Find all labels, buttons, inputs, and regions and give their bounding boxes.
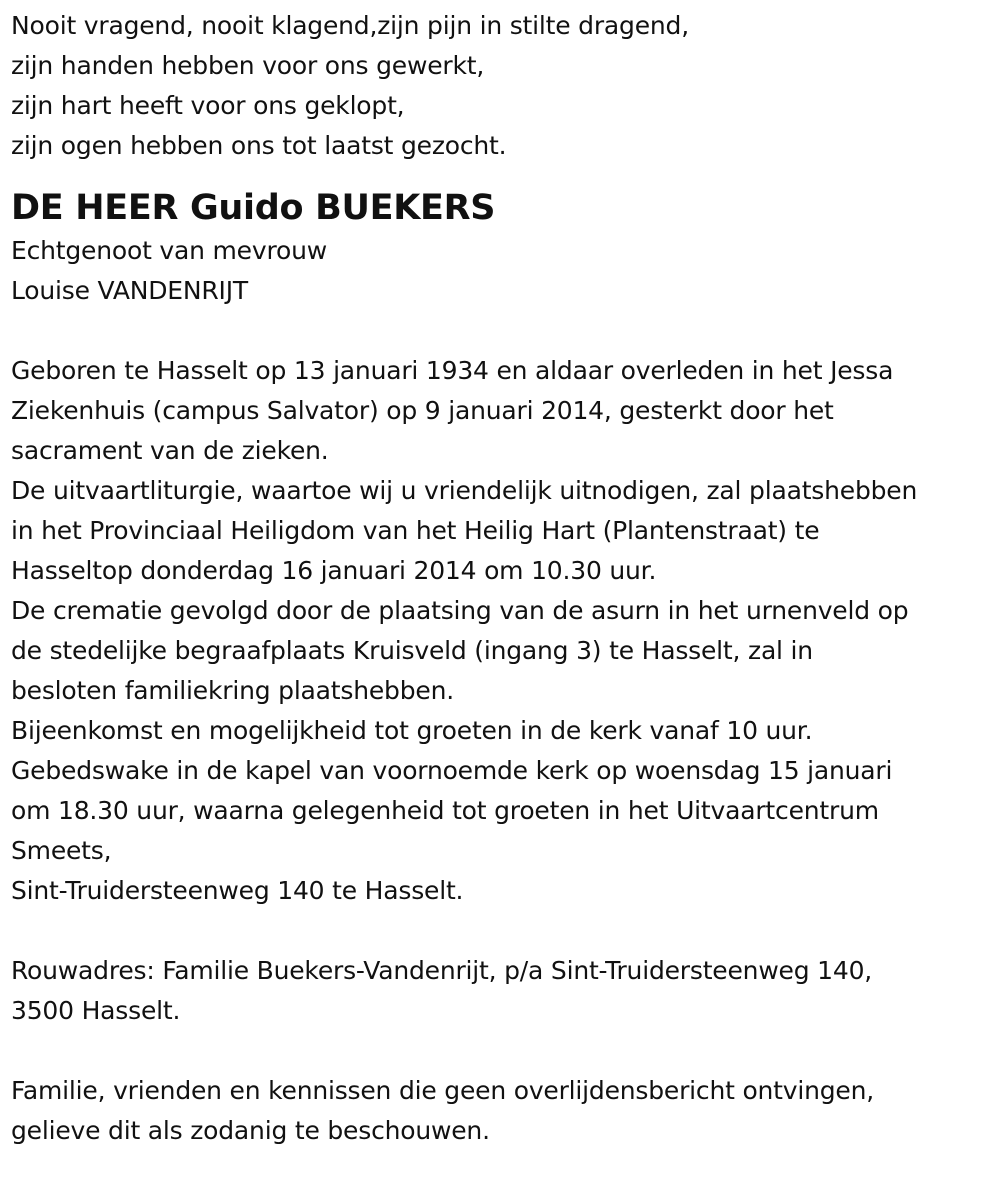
spouse-line: Louise VANDENRIJT	[11, 276, 248, 305]
memorial-verse	[11, 6, 996, 166]
details-line: Hasseltop donderdag 16 januari 2014 om 10.30 uur.	[11, 556, 657, 585]
obituary-notice	[11, 6, 996, 1151]
details-line: Sint-Truidersteenweg 140 te Hasselt.	[11, 876, 464, 905]
spouse-block	[11, 231, 996, 311]
mourning-address	[11, 951, 996, 1031]
address-line: Rouwadres: Familie Buekers-Vandenrijt, p/a Sint-Truidersteenweg 140,	[11, 956, 873, 985]
details-line: Geboren te Hasselt op 13 januari 1934 en aldaar overleden in het Jessa	[11, 356, 894, 385]
spouse-line: Echtgenoot van mevrouw	[11, 236, 327, 265]
deceased-name: DE HEER Guido BUEKERS	[11, 188, 496, 228]
verse-line: zijn ogen hebben ons tot laatst gezocht.	[11, 131, 507, 160]
verse-line: zijn hart heeft voor ons geklopt,	[11, 91, 405, 120]
details-line: De uitvaartliturgie, waartoe wij u vriendelijk uitnodigen, zal plaatshebben	[11, 476, 918, 505]
details-line: besloten familiekring plaatshebben.	[11, 676, 454, 705]
details-line: De crematie gevolgd door de plaatsing van de asurn in het urnenveld op	[11, 596, 909, 625]
spacer	[11, 911, 996, 951]
funeral-details	[11, 351, 996, 911]
address-line: 3500 Hasselt.	[11, 996, 181, 1025]
details-line: Bijeenkomst en mogelijkheid tot groeten in de kerk vanaf 10 uur.	[11, 716, 813, 745]
details-line: sacrament van de zieken.	[11, 436, 329, 465]
closing-note	[11, 1071, 996, 1151]
details-line: om 18.30 uur, waarna gelegenheid tot groeten in het Uitvaartcentrum	[11, 796, 879, 825]
closing-line: gelieve dit als zodanig te beschouwen.	[11, 1116, 490, 1145]
verse-line: zijn handen hebben voor ons gewerkt,	[11, 51, 485, 80]
details-line: Smeets,	[11, 836, 112, 865]
spacer	[11, 311, 996, 351]
details-line: de stedelijke begraafplaats Kruisveld (ingang 3) te Hasselt, zal in	[11, 636, 813, 665]
details-line: Ziekenhuis (campus Salvator) op 9 januari 2014, gesterkt door het	[11, 396, 834, 425]
closing-line: Familie, vrienden en kennissen die geen overlijdensbericht ontvingen,	[11, 1076, 875, 1105]
details-line: Gebedswake in de kapel van voornoemde kerk op woensdag 15 januari	[11, 756, 893, 785]
verse-line: Nooit vragend, nooit klagend,zijn pijn in stilte dragend,	[11, 11, 689, 40]
spacer	[11, 1031, 996, 1071]
details-line: in het Provinciaal Heiligdom van het Heilig Hart (Plantenstraat) te	[11, 516, 820, 545]
